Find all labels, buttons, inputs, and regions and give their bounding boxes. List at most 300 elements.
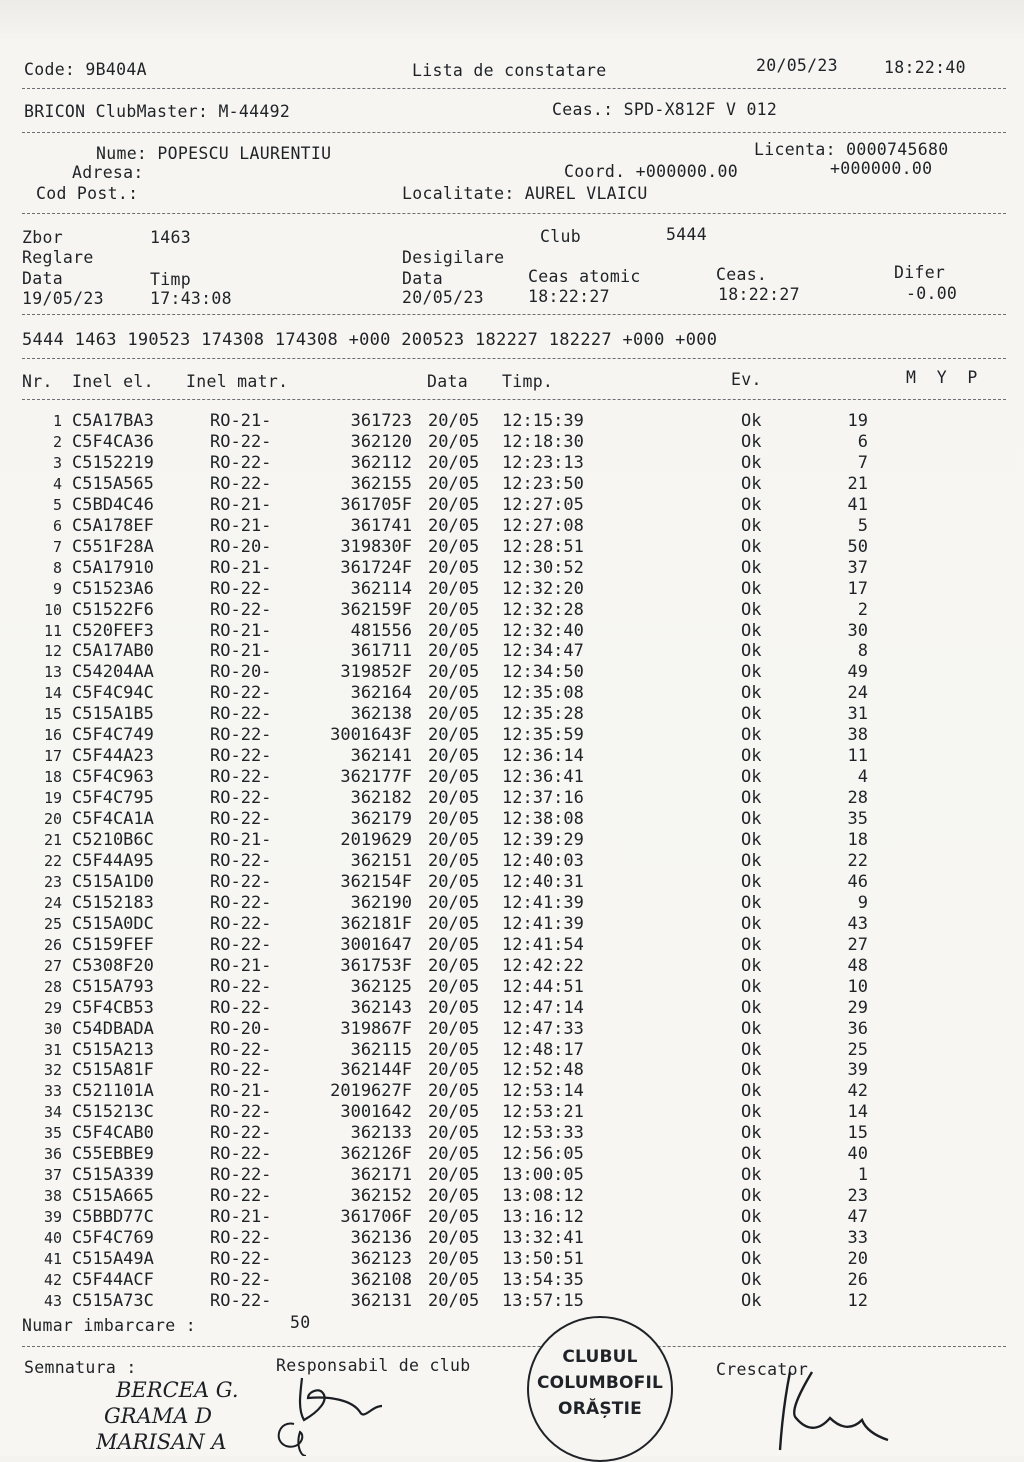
arrival-date: 20/05	[428, 1207, 480, 1228]
event-status: Ok	[741, 452, 762, 473]
position: 21	[847, 473, 868, 494]
electronic-ring: C515A0DC	[72, 913, 154, 934]
arrival-date: 20/05	[428, 578, 480, 599]
position: 10	[847, 976, 868, 997]
ring-prefix: RO-22-	[210, 599, 272, 620]
arrival-date: 20/05	[428, 767, 480, 788]
arrival-time: 12:48:17	[502, 1039, 584, 1060]
row-number: 8	[52, 558, 62, 577]
ring-prefix: RO-22-	[210, 934, 272, 955]
ring-number: 361706F	[340, 1207, 412, 1228]
ring-prefix: RO-21-	[210, 1207, 272, 1228]
arrival-date: 20/05	[428, 599, 480, 620]
ring-number: 362138	[350, 704, 412, 725]
arrival-date: 20/05	[428, 494, 480, 515]
ring-number: 362143	[350, 997, 412, 1018]
arrival-date: 20/05	[428, 557, 480, 578]
event-status: Ok	[741, 536, 762, 557]
position: 20	[847, 1249, 868, 1269]
position: 31	[847, 704, 868, 725]
ring-prefix: RO-22-	[210, 452, 272, 473]
row-number: 15	[43, 705, 62, 724]
event-status: Ok	[741, 1228, 762, 1249]
arrival-time: 12:53:14	[502, 1081, 584, 1102]
row-number: 36	[43, 1145, 62, 1164]
ring-prefix: RO-22-	[210, 746, 272, 767]
electronic-ring: C515A665	[72, 1186, 154, 1207]
arrival-date: 20/05	[428, 536, 480, 557]
row-number: 27	[43, 956, 62, 975]
event-status: Ok	[741, 1102, 762, 1123]
row-number: 42	[43, 1270, 62, 1289]
ring-number: 319830F	[340, 536, 412, 557]
ring-number: 362120	[350, 431, 412, 452]
electronic-ring: C5159FEF	[72, 934, 154, 955]
position: 46	[847, 871, 868, 892]
electronic-ring: C54204AA	[72, 662, 154, 683]
arrival-date: 20/05	[428, 683, 480, 704]
arrival-date: 20/05	[428, 788, 480, 809]
stamp-line-2: COLUMBOFIL	[536, 1373, 664, 1393]
ring-number: 362123	[350, 1249, 412, 1269]
row-number: 29	[43, 998, 62, 1017]
event-status: Ok	[741, 473, 762, 494]
clock-id: Ceas.: SPD-X812F V 012	[552, 100, 778, 119]
row-number: 21	[43, 831, 62, 849]
owner-license: Licenta: 0000745680	[754, 140, 949, 159]
ring-number: 319852F	[340, 662, 412, 683]
arrival-date: 20/05	[428, 620, 480, 641]
arrival-date: 20/05	[428, 1018, 480, 1039]
position: 26	[847, 1269, 868, 1290]
position: 47	[847, 1207, 868, 1228]
arrival-time: 12:56:05	[502, 1144, 584, 1165]
position: 48	[847, 955, 868, 976]
document-title: Lista de constatare	[412, 61, 607, 80]
event-status: Ok	[741, 788, 762, 809]
ring-number: 362133	[350, 1123, 412, 1144]
electronic-ring: C551F28A	[72, 536, 154, 557]
arrival-date: 20/05	[428, 1081, 480, 1102]
arrival-time: 12:15:39	[502, 411, 584, 431]
ring-prefix: RO-22-	[210, 997, 272, 1018]
ring-number: 362151	[350, 850, 412, 871]
arrival-time: 13:57:15	[502, 1290, 584, 1311]
row-number: 24	[43, 893, 62, 912]
ring-number: 361741	[350, 515, 412, 536]
event-status: Ok	[741, 1186, 762, 1207]
electronic-ring: C5A17BA3	[72, 411, 154, 431]
electronic-ring: C515A565	[72, 473, 154, 494]
electronic-ring: C5F44A23	[72, 746, 154, 767]
electronic-ring: C5F44A95	[72, 850, 154, 871]
electronic-ring: C520FEF3	[72, 620, 154, 641]
arrival-time: 12:37:16	[502, 788, 584, 809]
ring-number: 362181F	[340, 913, 412, 934]
event-status: Ok	[741, 934, 762, 955]
row-number: 32	[43, 1061, 62, 1080]
position: 41	[847, 494, 868, 515]
row-number: 2	[52, 432, 62, 451]
owner-address: Adresa:	[72, 163, 144, 182]
electronic-ring: C5F4C94C	[72, 683, 154, 704]
th-ev: Ev.	[731, 370, 762, 389]
ring-number: 362190	[350, 892, 412, 913]
row-number: 37	[43, 1166, 62, 1185]
position: 19	[847, 411, 868, 431]
event-status: Ok	[741, 1269, 762, 1290]
row-number: 28	[43, 977, 62, 996]
arrival-date: 20/05	[428, 452, 480, 473]
event-status: Ok	[741, 830, 762, 850]
arrival-time: 12:47:33	[502, 1018, 584, 1039]
event-status: Ok	[741, 1060, 762, 1081]
position: 28	[847, 788, 868, 809]
ring-number: 362155	[350, 473, 412, 494]
arrival-date: 20/05	[428, 725, 480, 746]
col-data-desigilare: Data	[402, 269, 443, 288]
signer-name-1: BERCEA G.	[116, 1378, 239, 1402]
ring-prefix: RO-22-	[210, 1186, 272, 1207]
ring-prefix: RO-21-	[210, 830, 272, 850]
event-status: Ok	[741, 997, 762, 1018]
position: 11	[847, 746, 868, 767]
row-number: 38	[43, 1187, 62, 1206]
event-status: Ok	[741, 850, 762, 871]
event-status: Ok	[741, 1207, 762, 1228]
event-status: Ok	[741, 746, 762, 767]
ring-prefix: RO-20-	[210, 1018, 272, 1039]
event-status: Ok	[741, 767, 762, 788]
owner-coord-2: +000000.00	[830, 159, 933, 178]
signer-name-3: MARISAN A	[96, 1430, 227, 1454]
ring-number: 3001647	[340, 934, 412, 955]
event-status: Ok	[741, 494, 762, 515]
row-number: 40	[43, 1229, 62, 1248]
arrival-date: 20/05	[428, 1102, 480, 1123]
arrival-time: 12:40:31	[502, 871, 584, 892]
event-status: Ok	[741, 411, 762, 431]
ring-prefix: RO-22-	[210, 1102, 272, 1123]
event-status: Ok	[741, 955, 762, 976]
arrival-time: 12:35:08	[502, 683, 584, 704]
arrival-time: 12:23:50	[502, 473, 584, 494]
owner-name: Nume: POPESCU LAURENTIU	[96, 144, 332, 163]
th-data: Data	[427, 372, 468, 391]
electronic-ring: C5A178EF	[72, 515, 154, 536]
arrival-date: 20/05	[428, 704, 480, 725]
position: 14	[847, 1102, 868, 1123]
ring-prefix: RO-21-	[210, 411, 272, 431]
row-number: 17	[43, 747, 62, 766]
row-number: 20	[43, 810, 62, 829]
arrival-time: 12:53:21	[502, 1102, 584, 1123]
ring-number: 362164	[350, 683, 412, 704]
electronic-ring: C5F4C749	[72, 725, 154, 746]
arrival-date: 20/05	[428, 1290, 480, 1311]
ring-prefix: RO-21-	[210, 557, 272, 578]
col-data-reglare: Data	[22, 269, 63, 288]
boarding-count-value: 50	[290, 1313, 311, 1332]
ring-number: 361711	[350, 641, 412, 662]
event-status: Ok	[741, 578, 762, 599]
clubmaster-id: BRICON ClubMaster: M-44492	[24, 102, 291, 121]
row-number: 13	[43, 663, 62, 682]
electronic-ring: C515A81F	[72, 1060, 154, 1081]
ring-prefix: RO-21-	[210, 620, 272, 641]
event-status: Ok	[741, 1081, 762, 1102]
arrival-time: 12:41:39	[502, 913, 584, 934]
arrival-time: 13:00:05	[502, 1165, 584, 1186]
row-number: 41	[43, 1250, 62, 1268]
arrival-time: 12:28:51	[502, 536, 584, 557]
row-number: 43	[43, 1291, 62, 1310]
club-label: Club	[540, 227, 581, 246]
ring-prefix: RO-22-	[210, 1249, 272, 1269]
row-number: 35	[43, 1124, 62, 1143]
electronic-ring: C5F44ACF	[72, 1269, 154, 1290]
event-status: Ok	[741, 683, 762, 704]
arrival-date: 20/05	[428, 830, 480, 850]
row-number: 11	[43, 621, 62, 640]
ring-prefix: RO-22-	[210, 704, 272, 725]
ring-number: 362154F	[340, 871, 412, 892]
event-status: Ok	[741, 913, 762, 934]
ring-prefix: RO-20-	[210, 662, 272, 683]
ring-prefix: RO-22-	[210, 913, 272, 934]
electronic-ring: C515A339	[72, 1165, 154, 1186]
ring-prefix: RO-22-	[210, 578, 272, 599]
arrival-time: 12:27:08	[502, 515, 584, 536]
event-status: Ok	[741, 1144, 762, 1165]
arrival-time: 12:32:20	[502, 578, 584, 599]
arrival-time: 12:36:41	[502, 767, 584, 788]
ring-number: 362159F	[340, 599, 412, 620]
electronic-ring: C5308F20	[72, 955, 154, 976]
row-number: 39	[43, 1208, 62, 1227]
arrival-date: 20/05	[428, 746, 480, 767]
responsible-signature-2	[279, 1423, 306, 1456]
event-status: Ok	[741, 725, 762, 746]
ring-prefix: RO-21-	[210, 641, 272, 662]
ring-prefix: RO-22-	[210, 1144, 272, 1165]
event-status: Ok	[741, 1249, 762, 1269]
electronic-ring: C5210B6C	[72, 830, 154, 850]
electronic-ring: C515A213	[72, 1039, 154, 1060]
electronic-ring: C5152183	[72, 892, 154, 913]
event-status: Ok	[741, 892, 762, 913]
ring-prefix: RO-22-	[210, 892, 272, 913]
arrival-time: 12:42:22	[502, 955, 584, 976]
arrival-date: 20/05	[428, 955, 480, 976]
arrival-time: 12:23:13	[502, 452, 584, 473]
ring-prefix: RO-21-	[210, 494, 272, 515]
electronic-ring: C521101A	[72, 1081, 154, 1102]
position: 30	[847, 620, 868, 641]
electronic-ring: C5F4CA1A	[72, 809, 154, 830]
arrival-date: 20/05	[428, 662, 480, 683]
event-status: Ok	[741, 662, 762, 683]
event-status: Ok	[741, 704, 762, 725]
row-number: 25	[43, 914, 62, 933]
row-number: 30	[43, 1019, 62, 1038]
position: 5	[857, 515, 868, 536]
arrival-time: 12:32:28	[502, 599, 584, 620]
position: 36	[847, 1018, 868, 1039]
event-status: Ok	[741, 515, 762, 536]
header-time: 18:22:40	[884, 58, 966, 77]
row-number: 1	[52, 412, 62, 430]
row-number: 31	[43, 1040, 62, 1059]
event-status: Ok	[741, 1123, 762, 1144]
position: 25	[847, 1039, 868, 1060]
desigilare-label: Desigilare	[402, 248, 505, 267]
arrival-time: 13:32:41	[502, 1228, 584, 1249]
ring-prefix: RO-22-	[210, 1228, 272, 1249]
col-ceas: Ceas.	[716, 265, 768, 284]
ring-number: 2019627F	[330, 1081, 412, 1102]
breeder-signature	[780, 1372, 888, 1450]
electronic-ring: C515A793	[72, 976, 154, 997]
th-inel-el: Inel el.	[72, 372, 154, 391]
ring-prefix: RO-22-	[210, 1269, 272, 1290]
event-status: Ok	[741, 1039, 762, 1060]
arrival-time: 13:54:35	[502, 1269, 584, 1290]
ring-number: 362131	[350, 1290, 412, 1311]
electronic-ring: C5A17AB0	[72, 641, 154, 662]
arrival-date: 20/05	[428, 411, 480, 431]
position: 38	[847, 725, 868, 746]
position: 7	[857, 452, 868, 473]
position: 22	[847, 850, 868, 871]
row-number: 3	[52, 453, 62, 472]
row-number: 5	[52, 495, 62, 514]
ring-number: 481556	[350, 620, 412, 641]
signature-label: Semnatura :	[24, 1358, 137, 1377]
row-number: 7	[52, 537, 62, 556]
reglare-label: Reglare	[22, 248, 94, 267]
stamp-line-1: CLUBUL	[562, 1347, 638, 1367]
arrival-date: 20/05	[428, 1228, 480, 1249]
arrival-date: 20/05	[428, 1123, 480, 1144]
arrival-date: 20/05	[428, 892, 480, 913]
event-status: Ok	[741, 1290, 762, 1311]
desigilare-clock: 18:22:27	[718, 285, 800, 304]
arrival-time: 13:08:12	[502, 1186, 584, 1207]
event-status: Ok	[741, 809, 762, 830]
arrival-time: 13:16:12	[502, 1207, 584, 1228]
ring-prefix: RO-21-	[210, 515, 272, 536]
position: 23	[847, 1186, 868, 1207]
ring-number: 3001643F	[330, 725, 412, 746]
electronic-ring: C5BBD77C	[72, 1207, 154, 1228]
row-number: 12	[43, 642, 62, 661]
arrival-time: 12:18:30	[502, 431, 584, 452]
position: 18	[847, 830, 868, 850]
electronic-ring: C5152219	[72, 452, 154, 473]
stamp-line-3: ORĂȘTIE	[558, 1399, 642, 1419]
position: 24	[847, 683, 868, 704]
ring-prefix: RO-22-	[210, 1123, 272, 1144]
arrival-date: 20/05	[428, 850, 480, 871]
owner-locality: Localitate: AUREL VLAICU	[402, 184, 648, 203]
owner-postcode: Cod Post.:	[36, 184, 139, 203]
desigilare-atomic: 18:22:27	[528, 287, 610, 306]
ring-number: 362144F	[340, 1060, 412, 1081]
flight-value: 1463	[150, 228, 191, 247]
boarding-count-label: Numar imbarcare :	[22, 1316, 196, 1335]
ring-prefix: RO-22-	[210, 1290, 272, 1311]
electronic-ring: C515213C	[72, 1102, 154, 1123]
ring-number: 362125	[350, 976, 412, 997]
electronic-ring: C5F4C795	[72, 788, 154, 809]
row-number: 26	[43, 935, 62, 954]
position: 40	[847, 1144, 868, 1165]
ring-number: 362152	[350, 1186, 412, 1207]
arrival-time: 12:35:59	[502, 725, 584, 746]
row-number: 10	[43, 600, 62, 619]
event-status: Ok	[741, 620, 762, 641]
row-number: 34	[43, 1103, 62, 1122]
desigilare-date: 20/05/23	[402, 288, 484, 307]
arrival-time: 12:27:05	[502, 494, 584, 515]
ring-number: 361705F	[340, 494, 412, 515]
ring-number: 362114	[350, 578, 412, 599]
electronic-ring: C515A1D0	[72, 871, 154, 892]
club-value: 5444	[666, 225, 707, 244]
position: 49	[847, 662, 868, 683]
electronic-ring: C5F4C769	[72, 1228, 154, 1249]
club-stamp	[527, 1316, 673, 1462]
ring-number: 2019629	[340, 830, 412, 850]
electronic-ring: C5BD4C46	[72, 494, 154, 515]
ring-prefix: RO-22-	[210, 850, 272, 871]
position: 50	[847, 536, 868, 557]
position: 8	[857, 641, 868, 662]
position: 6	[857, 431, 868, 452]
arrival-time: 13:50:51	[502, 1249, 584, 1269]
arrival-date: 20/05	[428, 431, 480, 452]
ring-prefix: RO-22-	[210, 1039, 272, 1060]
electronic-ring: C51523A6	[72, 578, 154, 599]
position: 35	[847, 809, 868, 830]
electronic-ring: C515A1B5	[72, 704, 154, 725]
responsible-signature-1	[300, 1378, 382, 1420]
col-timp: Timp	[150, 270, 191, 289]
th-inel-matr: Inel matr.	[186, 372, 289, 391]
arrival-time: 12:30:52	[502, 557, 584, 578]
arrival-time: 12:53:33	[502, 1123, 584, 1144]
arrival-time: 12:34:50	[502, 662, 584, 683]
club-responsible-label: Responsabil de club	[276, 1356, 471, 1375]
electronic-ring: C55EBBE9	[72, 1144, 154, 1165]
breeder-label: Crescator	[716, 1360, 809, 1379]
th-myp: M Y P	[906, 368, 978, 387]
arrival-date: 20/05	[428, 1039, 480, 1060]
ring-number: 362115	[350, 1039, 412, 1060]
row-number: 33	[43, 1082, 62, 1101]
arrival-time: 12:38:08	[502, 809, 584, 830]
ring-number: 362141	[350, 746, 412, 767]
arrival-time: 12:40:03	[502, 850, 584, 871]
ring-number: 362112	[350, 452, 412, 473]
position: 15	[847, 1123, 868, 1144]
ring-prefix: RO-22-	[210, 473, 272, 494]
electronic-ring: C515A73C	[72, 1290, 154, 1311]
event-status: Ok	[741, 599, 762, 620]
event-status: Ok	[741, 431, 762, 452]
ring-prefix: RO-22-	[210, 1165, 272, 1186]
